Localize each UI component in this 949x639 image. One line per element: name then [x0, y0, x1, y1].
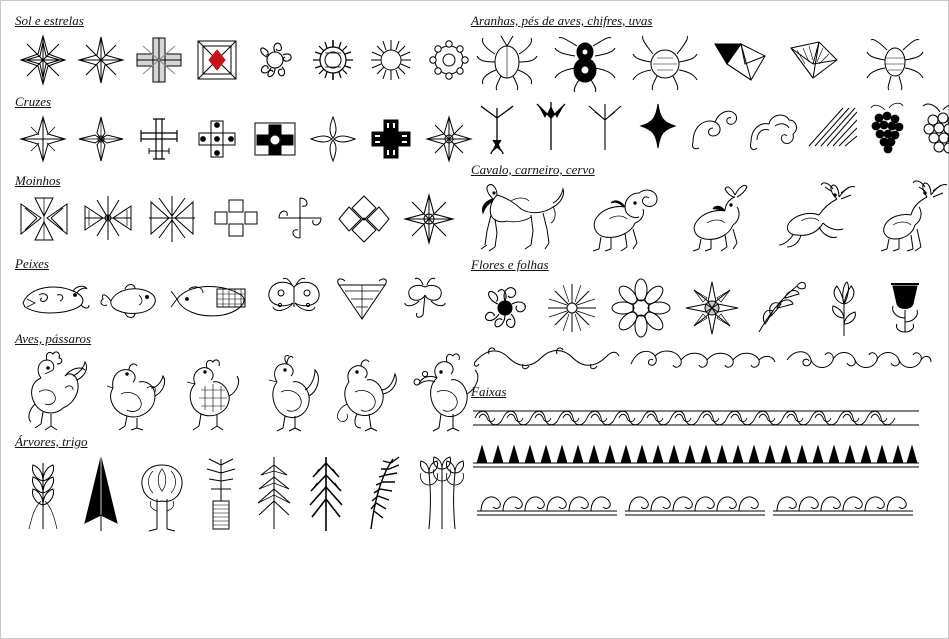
left-column	[15, 1, 467, 535]
pinheiro-contorno-icon	[249, 451, 299, 533]
glyph-row	[15, 111, 467, 167]
pinheiro-escuro-icon	[301, 451, 351, 533]
tulipa-ramo-icon	[813, 274, 875, 340]
flor-vaso-hachurado-icon	[877, 274, 933, 340]
sol-espiral-petalas-icon	[247, 30, 303, 90]
arvore-tronco-listrado-icon	[195, 451, 247, 533]
carneiro-chifres-espiral-icon	[579, 179, 671, 253]
peixe-escamas-grelha-icon	[169, 273, 255, 325]
pe-de-ave-largo-icon	[525, 96, 577, 156]
section-title: Moinhos	[15, 173, 61, 188]
glyph-row	[15, 190, 467, 250]
section-faixas	[471, 384, 937, 521]
glyph-row	[15, 451, 467, 533]
aranha-corpo-preto-icon	[547, 30, 623, 92]
flor-estrela-centro-cinza-icon	[679, 274, 745, 340]
section-cruzes	[15, 94, 467, 167]
section-flores-e-folhas	[471, 257, 937, 372]
glyph-row	[15, 348, 467, 432]
section-title: Sol e estrelas	[15, 13, 84, 28]
feixe-espigas-icon	[411, 451, 473, 533]
peixe-espiral-icon	[15, 273, 91, 325]
glyph-row-secondary	[471, 96, 937, 156]
aranha-oval-icon	[471, 30, 543, 92]
section-cavalo-carneiro-cervo	[471, 162, 937, 253]
section-arvores-trigo	[15, 434, 467, 533]
section-title: Árvores, trigo	[15, 434, 88, 449]
nuvem-volutas-icon	[745, 96, 803, 156]
section-aves-passaros	[15, 331, 467, 432]
glyph-row	[471, 30, 937, 92]
aranha-listrada-icon	[859, 30, 931, 92]
section-title: Peixes	[15, 256, 49, 271]
pe-de-ave-fino-icon	[579, 96, 631, 156]
moinho-estrela-radial-icon	[399, 190, 459, 250]
section-aranhas-pes-de-aves-chifres-uvas	[471, 13, 937, 156]
peixe-libelula-icon	[395, 273, 455, 325]
pe-de-ave-tres-dedos-icon	[471, 96, 523, 156]
section-title: Flores e folhas	[471, 257, 549, 272]
cervo-parado-icon	[869, 179, 949, 253]
cavalo-icon	[471, 179, 573, 253]
faixa-triangulos-pretos-icon	[471, 443, 937, 469]
festao-espirais-icon	[783, 344, 933, 372]
sol-raios-densos-icon	[305, 30, 361, 90]
cruz-losango-icon	[73, 111, 129, 167]
estrela-oito-pontas-simples-icon	[73, 30, 129, 90]
moinho-pas-triangulares-icon	[143, 190, 201, 250]
faixa-ondas-tripla-icon	[471, 487, 937, 521]
cruz-preenchida-moldura-icon	[247, 111, 303, 167]
galo-penacho-icon	[15, 348, 93, 432]
cruz-barras-duplas-icon	[131, 111, 187, 167]
margarida-petalas-largas-icon	[605, 274, 677, 340]
flourish-row	[471, 344, 937, 372]
estrela-oito-pontas-dupla-icon	[15, 30, 71, 90]
moinho-espiral-cruz-icon	[271, 190, 329, 250]
estrela-quatro-pontas-icon	[633, 96, 683, 156]
pomba-cauda-curva-icon	[95, 348, 171, 432]
section-title: Aves, pássaros	[15, 331, 92, 346]
moinho-roda-raiada-icon	[79, 190, 137, 250]
peixe-triangular-icon	[333, 273, 391, 325]
cabra-icon	[677, 179, 765, 253]
cruz-raiada-icon	[15, 111, 71, 167]
chifre-preto-angular-icon	[707, 30, 779, 92]
section-sol-e-estrelas	[15, 13, 467, 90]
flor-raios-finos-icon	[541, 274, 603, 340]
cruz-grossa-preta-icon	[363, 111, 419, 167]
section-title: Cruzes	[15, 94, 52, 109]
ave-cauda-espiral-icon	[325, 348, 401, 432]
cruz-com-pontos-icon	[189, 111, 245, 167]
glyph-row	[471, 179, 937, 253]
cervo-saltando-icon	[771, 179, 863, 253]
estrela-hachurada-cinza-icon	[131, 30, 187, 90]
cacho-uvas-contorno-icon	[913, 96, 949, 156]
arvore-copa-redonda-icon	[131, 451, 193, 533]
galinha-corpo-xadrez-icon	[173, 348, 247, 432]
hachura-diagonal-icon	[805, 96, 857, 156]
section-title: Aranhas, pés de aves, chifres, uvas	[471, 13, 653, 28]
section-peixes	[15, 256, 467, 325]
chifre-hachurado-icon	[783, 30, 855, 92]
pavao-icon	[249, 348, 323, 432]
flor-espiral-centro-preto-icon	[471, 274, 539, 340]
section-title: Cavalo, carneiro, cervo	[471, 162, 595, 177]
aranha-redonda-icon	[627, 30, 703, 92]
festao-volutas-icon	[627, 344, 777, 372]
section-moinhos	[15, 173, 467, 250]
ramo-folhas-icon	[747, 274, 811, 340]
section-title: Faixas	[471, 384, 507, 399]
moinho-losangos-icon	[335, 190, 393, 250]
moinho-ampulheta-dupla-icon	[15, 190, 73, 250]
cacho-uvas-preto-icon	[859, 96, 911, 156]
espiga-trigo-simples-icon	[15, 451, 71, 533]
peixe-caudas-curvas-icon	[95, 273, 165, 325]
glyph-row	[15, 30, 467, 90]
glyph-row	[15, 273, 467, 325]
faixa-trancada-volutas-icon	[471, 407, 937, 429]
sol-raios-finos-icon	[363, 30, 419, 90]
right-column	[471, 1, 937, 523]
cruz-folhas-alongadas-icon	[305, 111, 361, 167]
sol-circulo-pontilhado-icon	[421, 30, 477, 90]
glyph-row	[471, 274, 937, 340]
volutas-espirais-icon	[685, 96, 743, 156]
festao-ondulado-folhas-icon	[471, 344, 621, 372]
quadrado-com-losango-vermelho-icon	[189, 30, 245, 90]
borboleta-peixe-icon	[259, 273, 329, 325]
pinheiro-preenchido-icon	[73, 451, 129, 533]
cruz-estrela-oito-icon	[421, 111, 477, 167]
moinho-quatro-petalas-icon	[207, 190, 265, 250]
ramo-palmeira-icon	[353, 451, 409, 533]
